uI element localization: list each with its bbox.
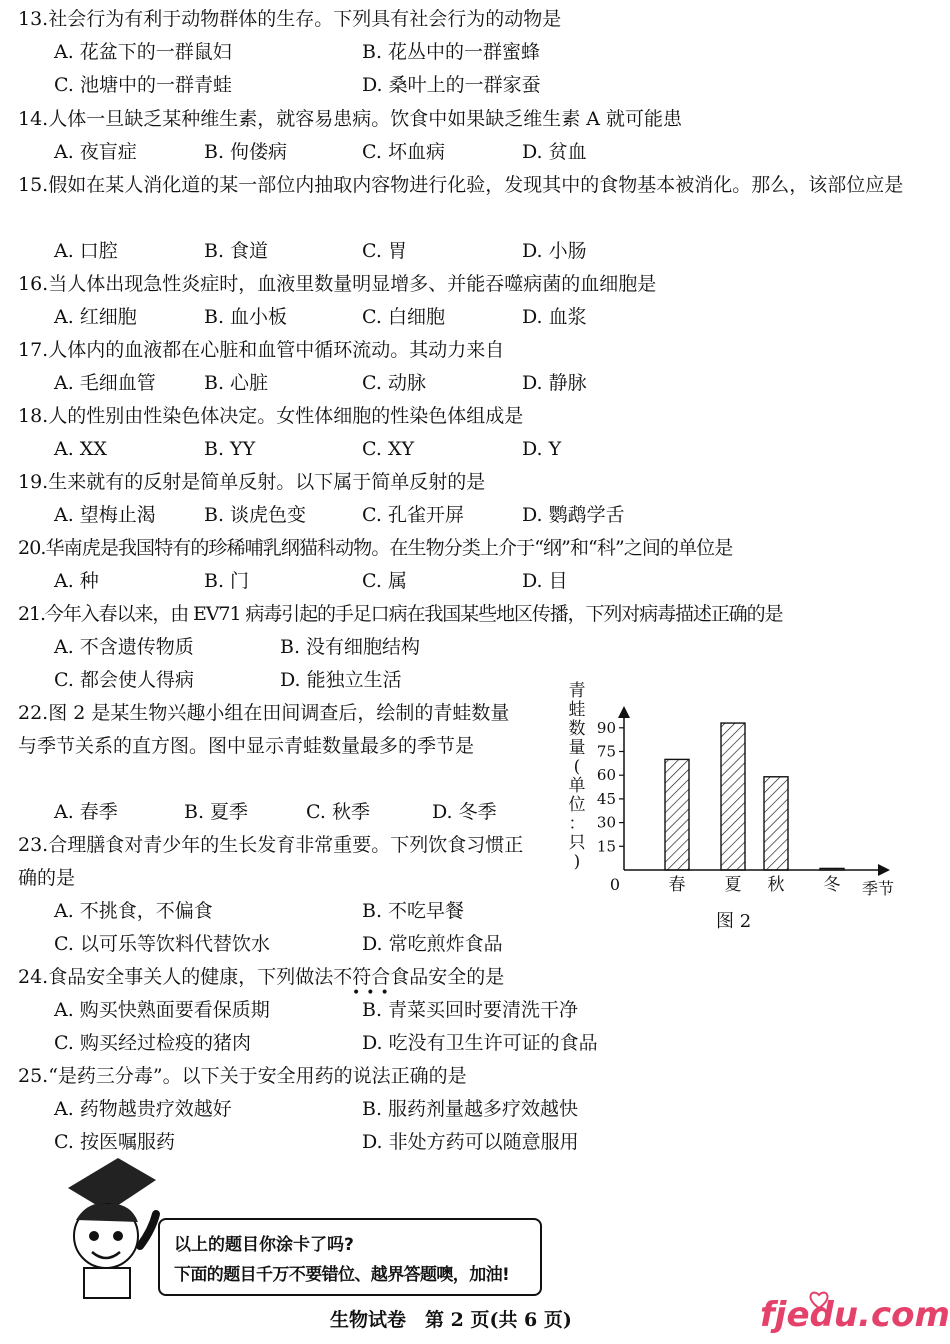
q20-option-c: C. 属 [362, 570, 407, 592]
page-footer: 生物试卷 第 2 页(共 6 页) [330, 1309, 572, 1331]
chart-ytick-label: 45 [596, 789, 616, 808]
question-16: 16.当人体出现急性炎症时，血液里数量明显增多、并能吞噬病菌的血细胞是 [18, 273, 657, 295]
chart-bar [665, 759, 689, 870]
q25-option-c: C. 按医嘱服药 [54, 1131, 175, 1153]
chart-caption: 图 2 [716, 911, 752, 932]
q18-option-d: D. Y [522, 438, 562, 460]
question-18: 18.人的性别由性染色体决定。女性体细胞的性染色体组成是 [18, 405, 524, 427]
chart-xtick-label: 春 [668, 875, 686, 895]
question-20: 20.华南虎是我国特有的珍稀哺乳纲猫科动物。在生物分类上介于“纲”和“科”之间的单位是 [18, 537, 733, 559]
q14-option-d: D. 贫血 [522, 141, 587, 163]
chart-bar [764, 777, 788, 870]
q25-option-a: A. 药物越贵疗效越好 [54, 1098, 232, 1120]
q18-option-a: A. XX [54, 438, 107, 460]
chart-bar [820, 868, 844, 870]
question-21: 21.今年入春以来，由 EV71 病毒引起的手足口病在我国某些地区传播，下列对病毒描述正确的是 [18, 603, 783, 625]
q16-option-c: C. 白细胞 [362, 306, 445, 328]
watermark-logo: fjedu.com [760, 1295, 950, 1335]
q23-option-d: D. 常吃煎炸食品 [362, 933, 503, 955]
q22-option-c: C. 秋季 [306, 801, 370, 823]
chart-xlabel: 季节 [861, 879, 895, 898]
question-23: 23.合理膳食对青少年的生长发育非常重要。下列饮食习惯正确的是 [18, 834, 524, 889]
q19-option-d: D. 鹦鹉学舌 [522, 504, 625, 526]
chart-ytick-label: 60 [596, 766, 616, 785]
q13-option-d: D. 桑叶上的一群家蚕 [362, 74, 541, 96]
question-19: 19.生来就有的反射是简单反射。以下属于简单反射的是 [18, 471, 486, 493]
q14-option-b: B. 佝偻病 [204, 141, 288, 163]
q21-option-b: B. 没有细胞结构 [280, 636, 421, 658]
q17-option-d: D. 静脉 [522, 372, 587, 394]
q24-option-c: C. 购买经过检疫的猪肉 [54, 1032, 251, 1054]
q15-option-a: A. 口腔 [54, 240, 118, 262]
question-14: 14.人体一旦缺乏某种维生素，就容易患病。饮食中如果缺乏维生素 A 就可能患 [18, 108, 683, 130]
chart-svg [548, 672, 910, 904]
chart-origin-label: 0 [609, 875, 620, 894]
chart-xtick-label: 夏 [724, 875, 742, 895]
q13-option-a: A. 花盆下的一群鼠妇 [54, 41, 232, 63]
q13-option-b: B. 花丛中的一群蜜蜂 [362, 41, 541, 63]
q24-option-b: B. 青菜买回时要清洗干净 [362, 999, 579, 1021]
q21-option-a: A. 不含遗传物质 [54, 636, 194, 658]
q23-option-a: A. 不挑食，不偏食 [54, 900, 213, 922]
question-24: 24.食品安全事关人的健康，下列做法不符合食品安全的是 [18, 966, 505, 988]
q25-option-b: B. 服药剂量越多疗效越快 [362, 1098, 579, 1120]
q23-option-b: B. 不吃早餐 [362, 900, 465, 922]
q23-option-c: C. 以可乐等饮料代替饮水 [54, 933, 270, 955]
question-17: 17.人体内的血液都在心脏和血管中循环流动。其动力来自 [18, 339, 505, 361]
q21-option-c: C. 都会使人得病 [54, 669, 194, 691]
q14-option-a: A. 夜盲症 [54, 141, 137, 163]
q13-option-c: C. 池塘中的一群青蛙 [54, 74, 232, 96]
banner-line-1: 以上的题目你涂卡了吗? [174, 1235, 354, 1255]
reminder-banner [158, 1218, 542, 1296]
chart-ytick-label: 15 [596, 837, 616, 856]
question-22: 22.图 2 是某生物兴趣小组在田间调查后，绘制的青蛙数量与季节关系的直方图。图中显示青蛙数量最多的季节是 [18, 702, 510, 757]
chart-ytick-label: 90 [596, 718, 616, 737]
question-15: 15.假如在某人消化道的某一部位内抽取内容物进行化验，发现其中的食物基本被消化。那么，该部位应是 [18, 174, 904, 196]
banner-line-2: 下面的题目千万不要错位、越界答题噢，加油! [174, 1265, 510, 1285]
chart-ytick-label: 30 [596, 813, 616, 832]
q20-option-d: D. 目 [522, 570, 568, 592]
q17-option-a: A. 毛细血管 [54, 372, 156, 394]
q20-option-a: A. 种 [54, 570, 99, 592]
q19-option-c: C. 孔雀开屏 [362, 504, 464, 526]
q22-option-a: A. 春季 [54, 801, 118, 823]
q19-option-a: A. 望梅止渴 [54, 504, 156, 526]
q15-option-d: D. 小肠 [522, 240, 587, 262]
q22-option-d: D. 冬季 [432, 801, 497, 823]
question-25: 25.“是药三分毒”。以下关于安全用药的说法正确的是 [18, 1065, 467, 1087]
q16-option-d: D. 血浆 [522, 306, 587, 328]
mascot-student-icon [48, 1150, 168, 1300]
q17-option-b: B. 心脏 [204, 372, 269, 394]
chart-bar [721, 723, 745, 870]
q15-option-c: C. 胃 [362, 240, 407, 262]
chart-ytick-label: 75 [596, 742, 616, 761]
q20-option-b: B. 门 [204, 570, 250, 592]
q18-option-c: C. XY [362, 438, 415, 460]
chart-ylabel: 青 蛙 数 量 ( 单 位 ： 只 ) [568, 681, 586, 872]
q17-option-c: C. 动脉 [362, 372, 426, 394]
q15-option-b: B. 食道 [204, 240, 269, 262]
chart-xtick-label: 冬 [823, 875, 841, 895]
q16-option-b: B. 血小板 [204, 306, 288, 328]
q25-option-d: D. 非处方药可以随意服用 [362, 1131, 579, 1153]
question-13: 13.社会行为有利于动物群体的生存。下列具有社会行为的动物是 [18, 8, 562, 30]
chart-xtick-label: 秋 [767, 875, 785, 895]
q19-option-b: B. 谈虎色变 [204, 504, 307, 526]
q14-option-c: C. 坏血病 [362, 141, 445, 163]
q24-option-d: D. 吃没有卫生许可证的食品 [362, 1032, 598, 1054]
q21-option-d: D. 能独立生活 [280, 669, 402, 691]
emphasis-dots: ••• [352, 985, 395, 1001]
q24-option-a: A. 购买快熟面要看保质期 [54, 999, 270, 1021]
q22-option-b: B. 夏季 [184, 801, 249, 823]
q18-option-b: B. YY [204, 438, 256, 460]
frog-season-chart [548, 672, 910, 942]
q16-option-a: A. 红细胞 [54, 306, 137, 328]
